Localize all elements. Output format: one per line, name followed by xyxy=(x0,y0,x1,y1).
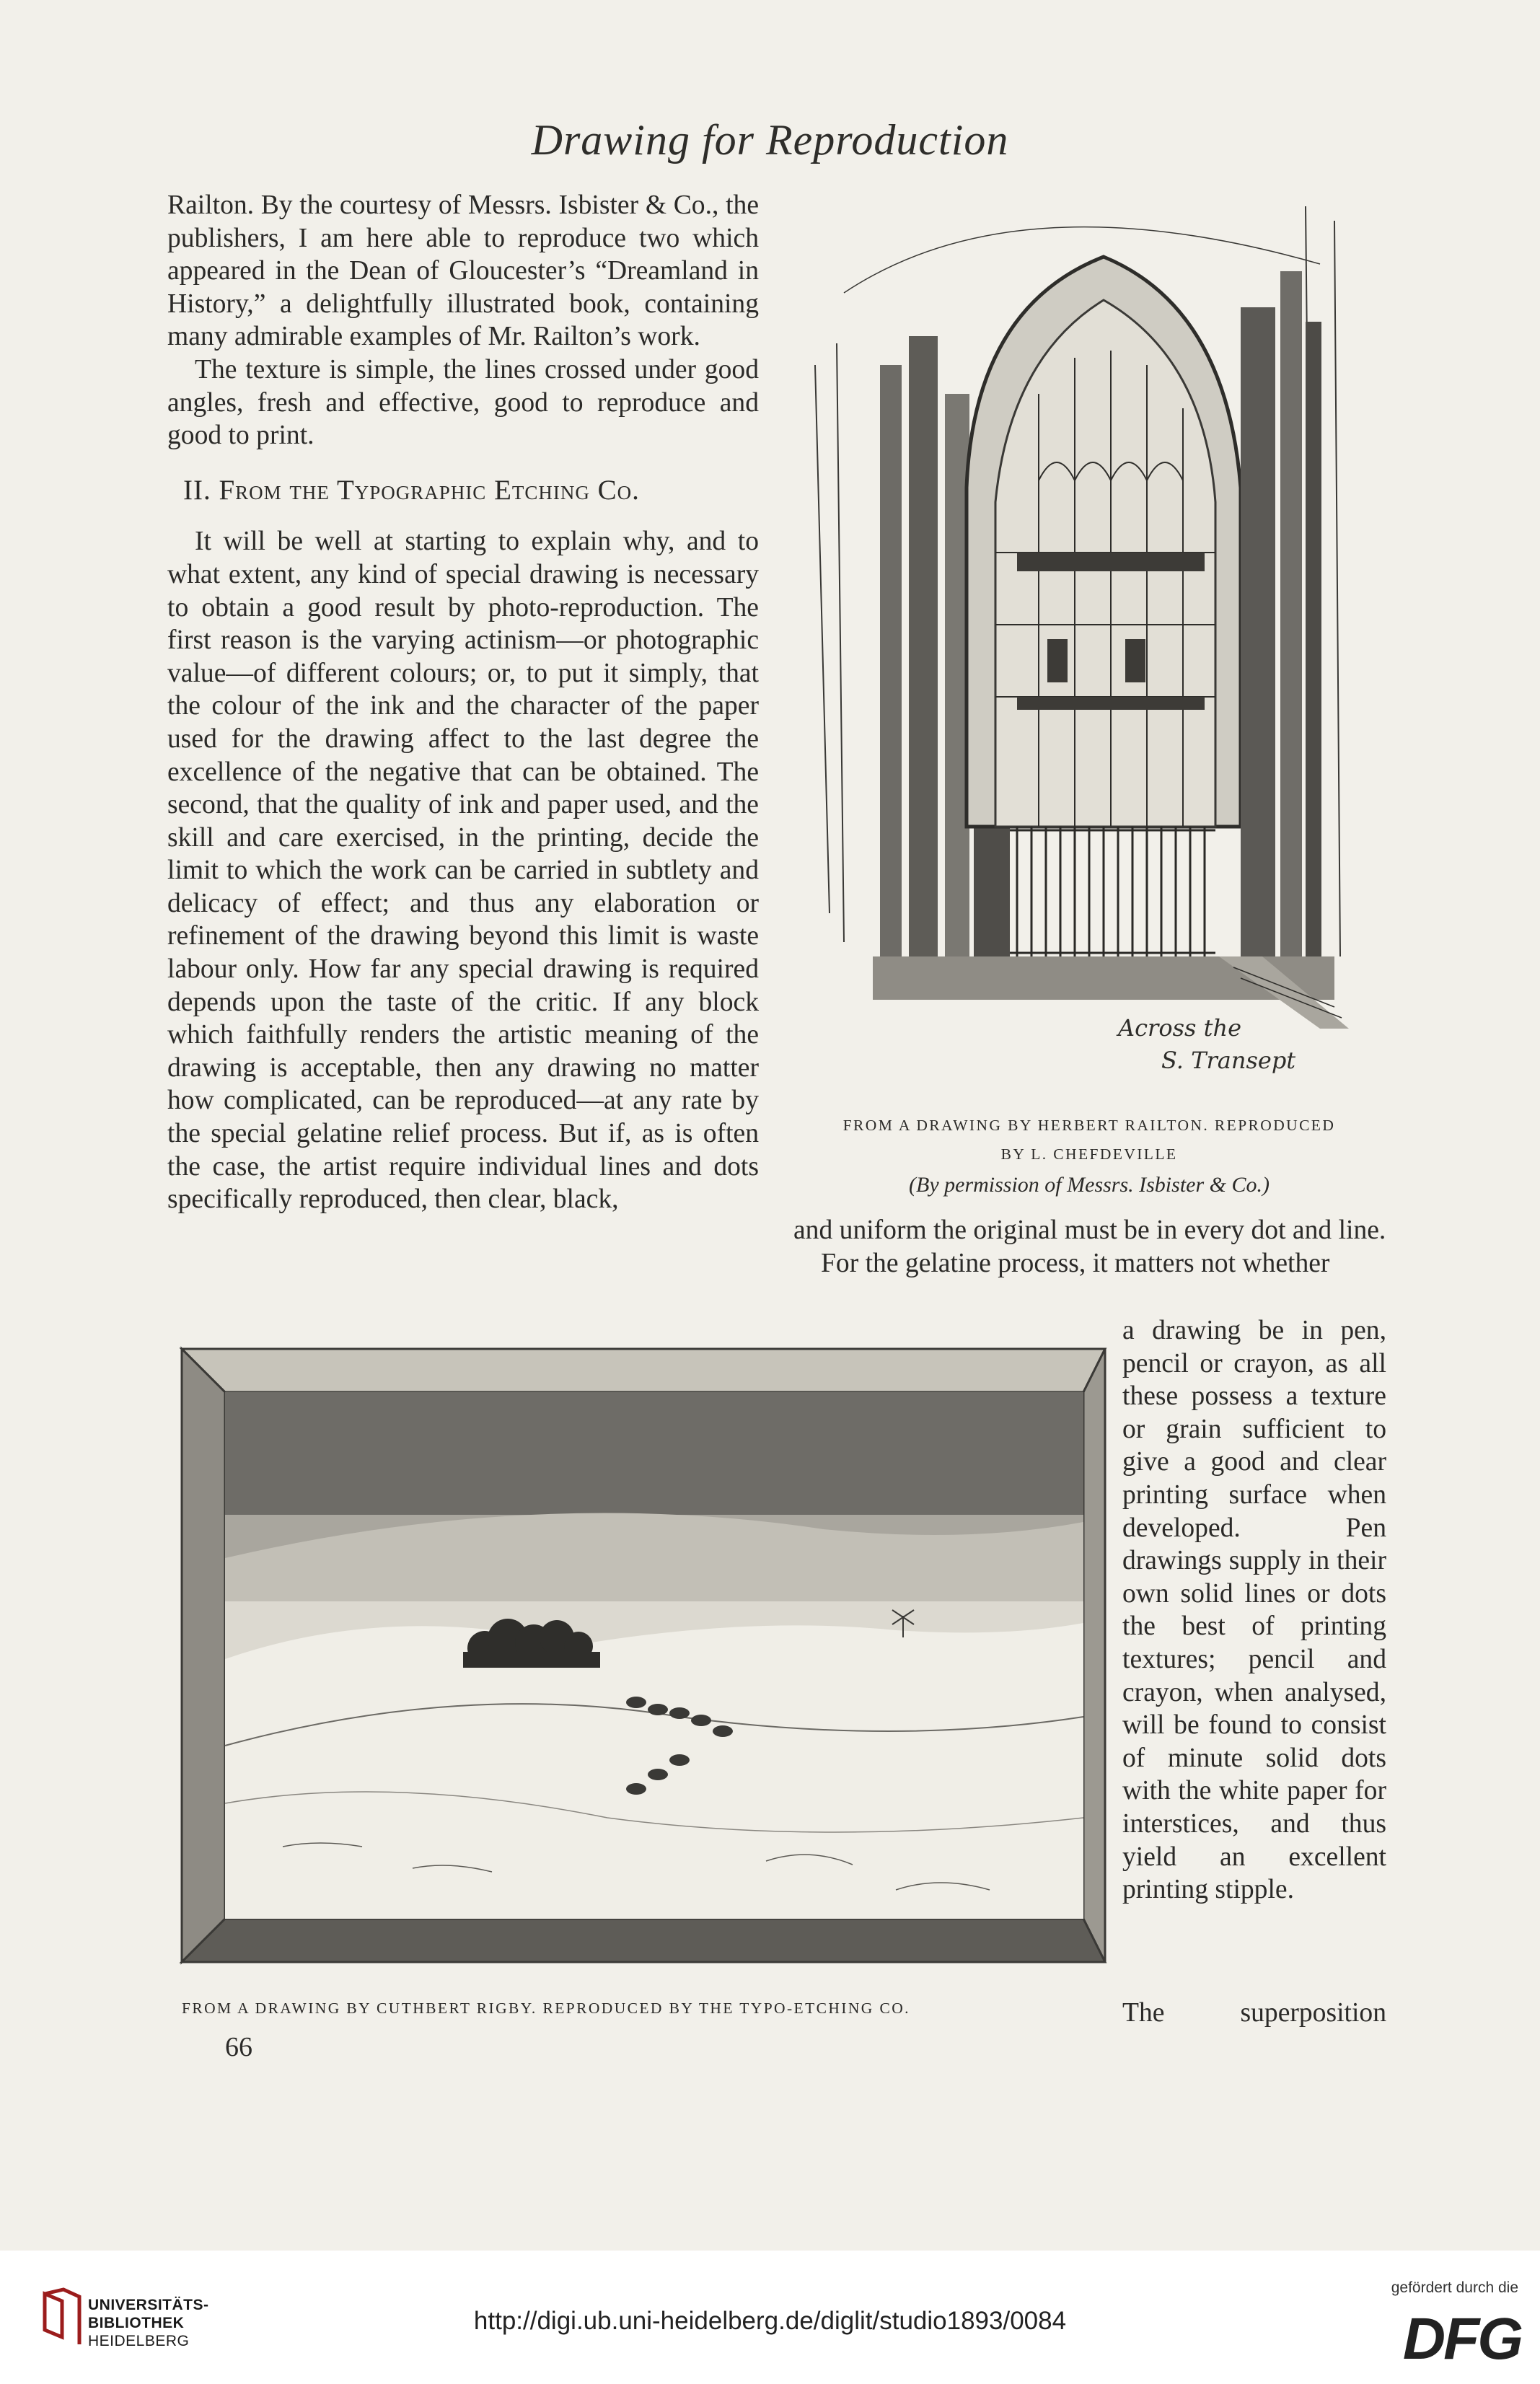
library-name-line: BIBLIOTHEK xyxy=(88,2315,185,2331)
left-column xyxy=(167,189,759,1216)
paragraph: Railton. By the courtesy of Messrs. Isbister & Co., the publishers, I am here able to reproduce two which appeared in the Dean of Gloucester’s “Dreamland in History,” a delightfully illustrated book, containing many admirable examples of Mr. Railton’s work. xyxy=(167,190,759,352)
drawing-inscription: Across the xyxy=(1118,1014,1242,1042)
section-heading: II. From the Typographic Etching Co. xyxy=(183,474,640,506)
figure-caption: BY L. CHEFDEVILLE xyxy=(1000,1145,1178,1163)
wrap-column-last-line: The superposition xyxy=(1122,1998,1386,2028)
running-head: Drawing for Reproduction xyxy=(531,116,1009,164)
paragraph: and uniform the original must be in every dot and line. xyxy=(793,1215,1386,1245)
funding-note: gefördert durch die xyxy=(1391,2279,1518,2296)
paragraph: It will be well at starting to explain why, and to what extent, any kind of special drawing is necessary to obtain a good result by photo-reproduction. The first reason is the varying actinism—or photographic value—of different colours; or, to put it simply, that the colour of the ink and the character of the paper used for the drawing affect to the last degree the excellence of the negative that can be obtained. The second, that the quality of ink and paper used, and the skill and care exercised, in the printing, decide the limit to which the work can be carried in subtlety and delicacy of effect; and thus any elaboration or refinement of the drawing beyond this limit is waste labour only. How far any special drawing is required depends upon the taste of the critic. If any block which faithfully renders the artistic meaning of the drawing is acceptable, then any drawing no matter how complicated, can be reproduced—at any rate by the special gelatine relief process. But if, as is often the case, the artist require individual lines and dots specifically reproduced, then clear, black, xyxy=(167,527,759,1215)
transept-drawing-svg xyxy=(801,177,1356,1094)
right-column xyxy=(793,1214,1386,1280)
drawing-inscription: S. Transept xyxy=(1161,1047,1296,1074)
figure-credit: (By permission of Messrs. Isbister & Co.) xyxy=(909,1173,1270,1197)
permalink[interactable]: http://digi.ub.uni-heidelberg.de/diglit/studio1893/0084 xyxy=(473,2307,1067,2335)
wrap-column xyxy=(1122,1314,1386,1906)
library-name-line: HEIDELBERG xyxy=(88,2333,190,2349)
paragraph: a drawing be in pen, pencil or crayon, as all these possess a texture or grain sufficient to give a good and clear printing surface when developed. Pen drawings supply in their own solid lines or dots the best of printing textures; pencil and crayon, when analysed, will be found to consist of minute solid dots with the white paper for interstices, and thus yield an excellent printing stipple. xyxy=(1122,1316,1386,1905)
dfg-logo: DFG xyxy=(1402,2306,1521,2372)
paragraph: For the gelatine process, it matters not whether xyxy=(821,1248,1330,1278)
railton-drawing-illustration xyxy=(801,177,1356,1094)
figure-caption: FROM A DRAWING BY CUTHBERT RIGBY. REPRODUCED BY THE TYPO-ETCHING CO. xyxy=(182,2000,910,2017)
figure-caption: FROM A DRAWING BY HERBERT RAILTON. REPRODUCED xyxy=(842,1117,1336,1134)
library-name-line: UNIVERSITÄTS- xyxy=(88,2297,209,2313)
paragraph: The texture is simple, the lines crossed under good angles, fresh and effective, good to reproduce and good to print. xyxy=(167,354,759,451)
page-number: 66 xyxy=(225,2032,252,2062)
rigby-drawing-illustration xyxy=(175,1342,1117,1976)
landscape-drawing-svg xyxy=(175,1342,1117,1976)
